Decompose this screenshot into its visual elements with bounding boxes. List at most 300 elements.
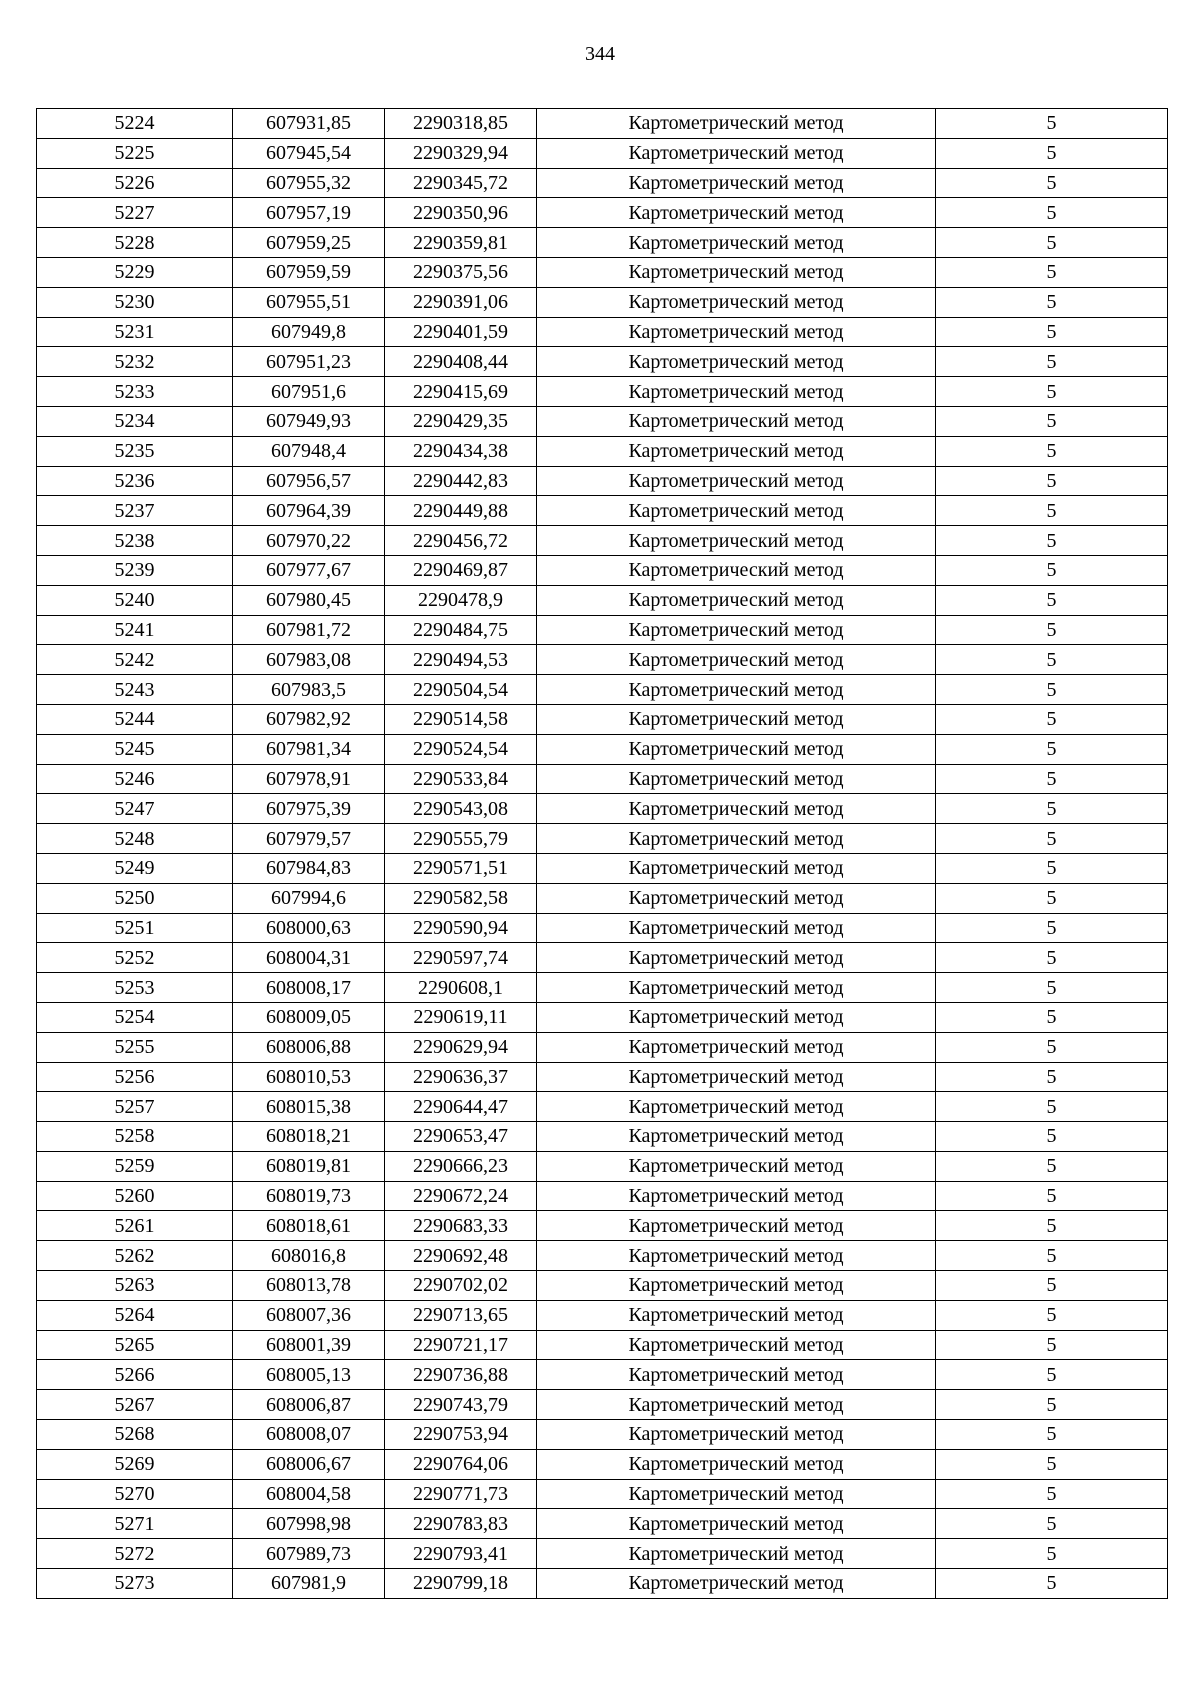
x-coordinate-cell: 608004,58 — [233, 1479, 385, 1509]
y-coordinate-cell: 2290590,94 — [385, 913, 537, 943]
y-coordinate-cell: 2290484,75 — [385, 615, 537, 645]
x-coordinate-cell: 607989,73 — [233, 1539, 385, 1569]
x-coordinate-cell: 608018,21 — [233, 1122, 385, 1152]
method-cell: Картометрический метод — [537, 1151, 936, 1181]
y-coordinate-cell: 2290702,02 — [385, 1271, 537, 1301]
y-coordinate-cell: 2290771,73 — [385, 1479, 537, 1509]
y-coordinate-cell: 2290799,18 — [385, 1569, 537, 1599]
y-coordinate-cell: 2290672,24 — [385, 1181, 537, 1211]
y-coordinate-cell: 2290318,85 — [385, 109, 537, 139]
y-coordinate-cell: 2290571,51 — [385, 853, 537, 883]
table-row — [37, 466, 1168, 496]
x-coordinate-cell: 607964,39 — [233, 496, 385, 526]
table-row — [37, 615, 1168, 645]
page-number: 344 — [585, 43, 615, 65]
x-coordinate-cell: 607951,6 — [233, 377, 385, 407]
y-coordinate-cell: 2290692,48 — [385, 1241, 537, 1271]
table-row — [37, 347, 1168, 377]
y-coordinate-cell: 2290793,41 — [385, 1539, 537, 1569]
method-cell: Картометрический метод — [537, 377, 936, 407]
method-cell: Картометрический метод — [537, 1032, 936, 1062]
y-coordinate-cell: 2290456,72 — [385, 526, 537, 556]
table-row — [37, 1211, 1168, 1241]
point-number-cell: 5241 — [37, 615, 233, 645]
table-row — [37, 883, 1168, 913]
x-coordinate-cell: 608006,67 — [233, 1449, 385, 1479]
y-coordinate-cell: 2290391,06 — [385, 287, 537, 317]
table-row — [37, 585, 1168, 615]
accuracy-cell: 5 — [936, 496, 1168, 526]
method-cell: Картометрический метод — [537, 824, 936, 854]
x-coordinate-cell: 607956,57 — [233, 466, 385, 496]
accuracy-cell: 5 — [936, 168, 1168, 198]
method-cell: Картометрический метод — [537, 555, 936, 585]
x-coordinate-cell: 607931,85 — [233, 109, 385, 139]
accuracy-cell: 5 — [936, 913, 1168, 943]
point-number-cell: 5225 — [37, 138, 233, 168]
method-cell: Картометрический метод — [537, 1300, 936, 1330]
x-coordinate-cell: 607981,72 — [233, 615, 385, 645]
x-coordinate-cell: 607948,4 — [233, 436, 385, 466]
method-cell: Картометрический метод — [537, 913, 936, 943]
point-number-cell: 5249 — [37, 853, 233, 883]
accuracy-cell: 5 — [936, 436, 1168, 466]
y-coordinate-cell: 2290415,69 — [385, 377, 537, 407]
x-coordinate-cell: 608015,38 — [233, 1092, 385, 1122]
x-coordinate-cell: 607979,57 — [233, 824, 385, 854]
accuracy-cell: 5 — [936, 1420, 1168, 1450]
point-number-cell: 5229 — [37, 257, 233, 287]
y-coordinate-cell: 2290329,94 — [385, 138, 537, 168]
point-number-cell: 5246 — [37, 764, 233, 794]
x-coordinate-cell: 607982,92 — [233, 704, 385, 734]
method-cell: Картометрический метод — [537, 1271, 936, 1301]
method-cell: Картометрический метод — [537, 1479, 936, 1509]
table-row — [37, 1181, 1168, 1211]
x-coordinate-cell: 608019,73 — [233, 1181, 385, 1211]
table-row — [37, 794, 1168, 824]
x-coordinate-cell: 607951,23 — [233, 347, 385, 377]
table-row — [37, 257, 1168, 287]
accuracy-cell: 5 — [936, 853, 1168, 883]
x-coordinate-cell: 608006,88 — [233, 1032, 385, 1062]
y-coordinate-cell: 2290504,54 — [385, 675, 537, 705]
y-coordinate-cell: 2290434,38 — [385, 436, 537, 466]
method-cell: Картометрический метод — [537, 853, 936, 883]
table-row — [37, 913, 1168, 943]
table-row — [37, 675, 1168, 705]
table-row — [37, 287, 1168, 317]
table-row — [37, 1420, 1168, 1450]
x-coordinate-cell: 608006,87 — [233, 1390, 385, 1420]
accuracy-cell: 5 — [936, 377, 1168, 407]
y-coordinate-cell: 2290449,88 — [385, 496, 537, 526]
point-number-cell: 5230 — [37, 287, 233, 317]
method-cell: Картометрический метод — [537, 287, 936, 317]
method-cell: Картометрический метод — [537, 257, 936, 287]
table-row — [37, 1271, 1168, 1301]
y-coordinate-cell: 2290555,79 — [385, 824, 537, 854]
method-cell: Картометрический метод — [537, 1360, 936, 1390]
table-row — [37, 1360, 1168, 1390]
y-coordinate-cell: 2290524,54 — [385, 734, 537, 764]
y-coordinate-cell: 2290494,53 — [385, 645, 537, 675]
point-number-cell: 5272 — [37, 1539, 233, 1569]
y-coordinate-cell: 2290350,96 — [385, 198, 537, 228]
x-coordinate-cell: 607983,08 — [233, 645, 385, 675]
table-row — [37, 1122, 1168, 1152]
table-row — [37, 436, 1168, 466]
x-coordinate-cell: 607977,67 — [233, 555, 385, 585]
point-number-cell: 5243 — [37, 675, 233, 705]
table-row — [37, 704, 1168, 734]
x-coordinate-cell: 608010,53 — [233, 1062, 385, 1092]
table-row — [37, 1539, 1168, 1569]
method-cell: Картометрический метод — [537, 704, 936, 734]
x-coordinate-cell: 607978,91 — [233, 764, 385, 794]
method-cell: Картометрический метод — [537, 526, 936, 556]
point-number-cell: 5251 — [37, 913, 233, 943]
x-coordinate-cell: 607957,19 — [233, 198, 385, 228]
method-cell: Картометрический метод — [537, 1211, 936, 1241]
accuracy-cell: 5 — [936, 1032, 1168, 1062]
method-cell: Картометрический метод — [537, 228, 936, 258]
y-coordinate-cell: 2290608,1 — [385, 973, 537, 1003]
y-coordinate-cell: 2290666,23 — [385, 1151, 537, 1181]
y-coordinate-cell: 2290478,9 — [385, 585, 537, 615]
x-coordinate-cell: 607959,25 — [233, 228, 385, 258]
y-coordinate-cell: 2290401,59 — [385, 317, 537, 347]
point-number-cell: 5250 — [37, 883, 233, 913]
y-coordinate-cell: 2290764,06 — [385, 1449, 537, 1479]
table-row — [37, 109, 1168, 139]
x-coordinate-cell: 608016,8 — [233, 1241, 385, 1271]
method-cell: Картометрический метод — [537, 764, 936, 794]
point-number-cell: 5231 — [37, 317, 233, 347]
y-coordinate-cell: 2290359,81 — [385, 228, 537, 258]
accuracy-cell: 5 — [936, 138, 1168, 168]
method-cell: Картометрический метод — [537, 138, 936, 168]
table-row — [37, 824, 1168, 854]
method-cell: Картометрический метод — [537, 436, 936, 466]
y-coordinate-cell: 2290629,94 — [385, 1032, 537, 1062]
y-coordinate-cell: 2290743,79 — [385, 1390, 537, 1420]
accuracy-cell: 5 — [936, 198, 1168, 228]
accuracy-cell: 5 — [936, 704, 1168, 734]
y-coordinate-cell: 2290713,65 — [385, 1300, 537, 1330]
table-row — [37, 1509, 1168, 1539]
point-number-cell: 5261 — [37, 1211, 233, 1241]
accuracy-cell: 5 — [936, 1151, 1168, 1181]
y-coordinate-cell: 2290375,56 — [385, 257, 537, 287]
table-row — [37, 943, 1168, 973]
y-coordinate-cell: 2290442,83 — [385, 466, 537, 496]
x-coordinate-cell: 608019,81 — [233, 1151, 385, 1181]
point-number-cell: 5248 — [37, 824, 233, 854]
point-number-cell: 5255 — [37, 1032, 233, 1062]
x-coordinate-cell: 607983,5 — [233, 675, 385, 705]
x-coordinate-cell: 607955,51 — [233, 287, 385, 317]
y-coordinate-cell: 2290636,37 — [385, 1062, 537, 1092]
x-coordinate-cell: 607980,45 — [233, 585, 385, 615]
point-number-cell: 5257 — [37, 1092, 233, 1122]
y-coordinate-cell: 2290783,83 — [385, 1509, 537, 1539]
method-cell: Картометрический метод — [537, 1330, 936, 1360]
method-cell: Картометрический метод — [537, 1539, 936, 1569]
accuracy-cell: 5 — [936, 1390, 1168, 1420]
table-row — [37, 228, 1168, 258]
method-cell: Картометрический метод — [537, 1390, 936, 1420]
point-number-cell: 5247 — [37, 794, 233, 824]
point-number-cell: 5232 — [37, 347, 233, 377]
table-row — [37, 973, 1168, 1003]
point-number-cell: 5227 — [37, 198, 233, 228]
table-row — [37, 138, 1168, 168]
accuracy-cell: 5 — [936, 943, 1168, 973]
method-cell: Картометрический метод — [537, 1449, 936, 1479]
accuracy-cell: 5 — [936, 1300, 1168, 1330]
method-cell: Картометрический метод — [537, 1509, 936, 1539]
accuracy-cell: 5 — [936, 257, 1168, 287]
y-coordinate-cell: 2290653,47 — [385, 1122, 537, 1152]
accuracy-cell: 5 — [936, 1271, 1168, 1301]
y-coordinate-cell: 2290514,58 — [385, 704, 537, 734]
table-row — [37, 526, 1168, 556]
method-cell: Картометрический метод — [537, 734, 936, 764]
y-coordinate-cell: 2290543,08 — [385, 794, 537, 824]
x-coordinate-cell: 607949,93 — [233, 406, 385, 436]
accuracy-cell: 5 — [936, 109, 1168, 139]
point-number-cell: 5259 — [37, 1151, 233, 1181]
x-coordinate-cell: 607981,9 — [233, 1569, 385, 1599]
method-cell: Картометрический метод — [537, 496, 936, 526]
y-coordinate-cell: 2290736,88 — [385, 1360, 537, 1390]
point-number-cell: 5234 — [37, 406, 233, 436]
table-row — [37, 1300, 1168, 1330]
y-coordinate-cell: 2290683,33 — [385, 1211, 537, 1241]
accuracy-cell: 5 — [936, 645, 1168, 675]
accuracy-cell: 5 — [936, 317, 1168, 347]
accuracy-cell: 5 — [936, 1360, 1168, 1390]
point-number-cell: 5260 — [37, 1181, 233, 1211]
point-number-cell: 5265 — [37, 1330, 233, 1360]
method-cell: Картометрический метод — [537, 109, 936, 139]
table-row — [37, 645, 1168, 675]
table-row — [37, 1032, 1168, 1062]
x-coordinate-cell: 607998,98 — [233, 1509, 385, 1539]
table-row — [37, 168, 1168, 198]
point-number-cell: 5252 — [37, 943, 233, 973]
y-coordinate-cell: 2290469,87 — [385, 555, 537, 585]
point-number-cell: 5228 — [37, 228, 233, 258]
accuracy-cell: 5 — [936, 675, 1168, 705]
point-number-cell: 5273 — [37, 1569, 233, 1599]
table-row — [37, 1241, 1168, 1271]
x-coordinate-cell: 607970,22 — [233, 526, 385, 556]
y-coordinate-cell: 2290619,11 — [385, 1002, 537, 1032]
point-number-cell: 5233 — [37, 377, 233, 407]
x-coordinate-cell: 607955,32 — [233, 168, 385, 198]
table-row — [37, 555, 1168, 585]
y-coordinate-cell: 2290429,35 — [385, 406, 537, 436]
accuracy-cell: 5 — [936, 973, 1168, 1003]
accuracy-cell: 5 — [936, 734, 1168, 764]
table-row — [37, 198, 1168, 228]
method-cell: Картометрический метод — [537, 1002, 936, 1032]
method-cell: Картометрический метод — [537, 1092, 936, 1122]
method-cell: Картометрический метод — [537, 675, 936, 705]
x-coordinate-cell: 608005,13 — [233, 1360, 385, 1390]
method-cell: Картометрический метод — [537, 1420, 936, 1450]
method-cell: Картометрический метод — [537, 168, 936, 198]
method-cell: Картометрический метод — [537, 1241, 936, 1271]
point-number-cell: 5253 — [37, 973, 233, 1003]
point-number-cell: 5236 — [37, 466, 233, 496]
table-row — [37, 496, 1168, 526]
method-cell: Картометрический метод — [537, 615, 936, 645]
accuracy-cell: 5 — [936, 1002, 1168, 1032]
point-number-cell: 5264 — [37, 1300, 233, 1330]
accuracy-cell: 5 — [936, 1449, 1168, 1479]
accuracy-cell: 5 — [936, 615, 1168, 645]
method-cell: Картометрический метод — [537, 645, 936, 675]
point-number-cell: 5270 — [37, 1479, 233, 1509]
x-coordinate-cell: 607975,39 — [233, 794, 385, 824]
point-number-cell: 5242 — [37, 645, 233, 675]
accuracy-cell: 5 — [936, 1092, 1168, 1122]
x-coordinate-cell: 608008,07 — [233, 1420, 385, 1450]
table-row — [37, 1002, 1168, 1032]
x-coordinate-cell: 607994,6 — [233, 883, 385, 913]
table-row — [37, 734, 1168, 764]
y-coordinate-cell: 2290345,72 — [385, 168, 537, 198]
method-cell: Картометрический метод — [537, 794, 936, 824]
x-coordinate-cell: 608007,36 — [233, 1300, 385, 1330]
point-number-cell: 5262 — [37, 1241, 233, 1271]
x-coordinate-cell: 608001,39 — [233, 1330, 385, 1360]
method-cell: Картометрический метод — [537, 1062, 936, 1092]
y-coordinate-cell: 2290408,44 — [385, 347, 537, 377]
accuracy-cell: 5 — [936, 1330, 1168, 1360]
table-row — [37, 1449, 1168, 1479]
x-coordinate-cell: 607945,54 — [233, 138, 385, 168]
method-cell: Картометрический метод — [537, 198, 936, 228]
point-number-cell: 5237 — [37, 496, 233, 526]
table-row — [37, 853, 1168, 883]
method-cell: Картометрический метод — [537, 1569, 936, 1599]
x-coordinate-cell: 608018,61 — [233, 1211, 385, 1241]
method-cell: Картометрический метод — [537, 585, 936, 615]
point-number-cell: 5226 — [37, 168, 233, 198]
accuracy-cell: 5 — [936, 1211, 1168, 1241]
y-coordinate-cell: 2290582,58 — [385, 883, 537, 913]
point-number-cell: 5267 — [37, 1390, 233, 1420]
point-number-cell: 5268 — [37, 1420, 233, 1450]
y-coordinate-cell: 2290533,84 — [385, 764, 537, 794]
accuracy-cell: 5 — [936, 1122, 1168, 1152]
accuracy-cell: 5 — [936, 1241, 1168, 1271]
accuracy-cell: 5 — [936, 1569, 1168, 1599]
table-row — [37, 317, 1168, 347]
accuracy-cell: 5 — [936, 228, 1168, 258]
method-cell: Картометрический метод — [537, 406, 936, 436]
point-number-cell: 5258 — [37, 1122, 233, 1152]
x-coordinate-cell: 608004,31 — [233, 943, 385, 973]
point-number-cell: 5239 — [37, 555, 233, 585]
x-coordinate-cell: 607984,83 — [233, 853, 385, 883]
coordinates-table-body — [37, 109, 1168, 1599]
table-row — [37, 764, 1168, 794]
table-row — [37, 1062, 1168, 1092]
point-number-cell: 5235 — [37, 436, 233, 466]
accuracy-cell: 5 — [936, 526, 1168, 556]
y-coordinate-cell: 2290644,47 — [385, 1092, 537, 1122]
point-number-cell: 5244 — [37, 704, 233, 734]
table-row — [37, 1479, 1168, 1509]
accuracy-cell: 5 — [936, 347, 1168, 377]
y-coordinate-cell: 2290753,94 — [385, 1420, 537, 1450]
point-number-cell: 5254 — [37, 1002, 233, 1032]
table-row — [37, 377, 1168, 407]
accuracy-cell: 5 — [936, 1509, 1168, 1539]
coordinates-table — [36, 108, 1168, 1599]
method-cell: Картометрический метод — [537, 347, 936, 377]
point-number-cell: 5269 — [37, 1449, 233, 1479]
table-row — [37, 1330, 1168, 1360]
method-cell: Картометрический метод — [537, 943, 936, 973]
point-number-cell: 5271 — [37, 1509, 233, 1539]
accuracy-cell: 5 — [936, 1479, 1168, 1509]
accuracy-cell: 5 — [936, 466, 1168, 496]
x-coordinate-cell: 608009,05 — [233, 1002, 385, 1032]
accuracy-cell: 5 — [936, 883, 1168, 913]
method-cell: Картометрический метод — [537, 883, 936, 913]
point-number-cell: 5256 — [37, 1062, 233, 1092]
point-number-cell: 5240 — [37, 585, 233, 615]
method-cell: Картометрический метод — [537, 1122, 936, 1152]
method-cell: Картометрический метод — [537, 466, 936, 496]
accuracy-cell: 5 — [936, 585, 1168, 615]
accuracy-cell: 5 — [936, 406, 1168, 436]
method-cell: Картометрический метод — [537, 317, 936, 347]
method-cell: Картометрический метод — [537, 973, 936, 1003]
accuracy-cell: 5 — [936, 1181, 1168, 1211]
point-number-cell: 5224 — [37, 109, 233, 139]
table-row — [37, 1390, 1168, 1420]
point-number-cell: 5238 — [37, 526, 233, 556]
accuracy-cell: 5 — [936, 1539, 1168, 1569]
table-row — [37, 1092, 1168, 1122]
point-number-cell: 5266 — [37, 1360, 233, 1390]
x-coordinate-cell: 607949,8 — [233, 317, 385, 347]
x-coordinate-cell: 607959,59 — [233, 257, 385, 287]
y-coordinate-cell: 2290721,17 — [385, 1330, 537, 1360]
table-row — [37, 1151, 1168, 1181]
x-coordinate-cell: 608008,17 — [233, 973, 385, 1003]
accuracy-cell: 5 — [936, 824, 1168, 854]
point-number-cell: 5245 — [37, 734, 233, 764]
x-coordinate-cell: 608013,78 — [233, 1271, 385, 1301]
x-coordinate-cell: 608000,63 — [233, 913, 385, 943]
y-coordinate-cell: 2290597,74 — [385, 943, 537, 973]
x-coordinate-cell: 607981,34 — [233, 734, 385, 764]
accuracy-cell: 5 — [936, 794, 1168, 824]
table-row — [37, 1569, 1168, 1599]
accuracy-cell: 5 — [936, 287, 1168, 317]
point-number-cell: 5263 — [37, 1271, 233, 1301]
accuracy-cell: 5 — [936, 1062, 1168, 1092]
table-row — [37, 406, 1168, 436]
